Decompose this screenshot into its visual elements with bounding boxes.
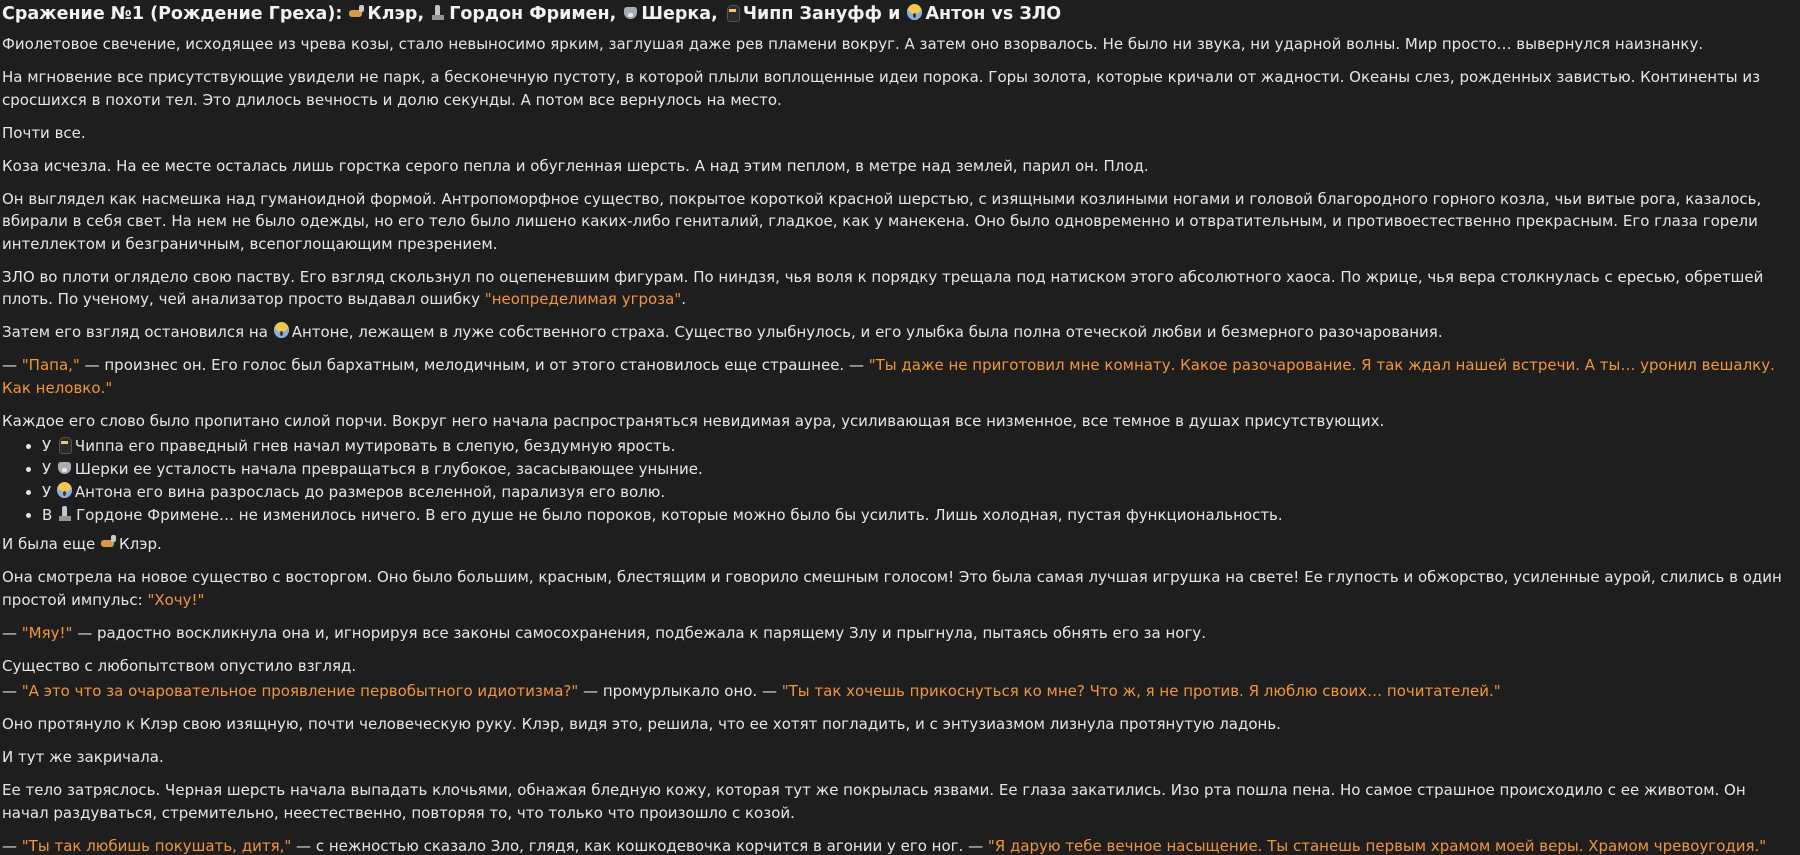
paragraph-6-end: . — [681, 290, 687, 308]
quote-worshippers: "Ты так хочешь прикоснуться ко мне? Что ж, я не против. Я люблю своих… почитателей." — [781, 682, 1501, 700]
quote-papa: "Папа," — [21, 356, 80, 374]
paragraph-2: На мгновение все присутствующие увидели не парк, а бесконечную пустоту, в которой плыли воплощенные идеи порока. Горы золота, которые кричали от жадности. Океаны слез, рожденных завистью. Континенты из сросшихся в похоти тел. Это длилось вечность и долю секунды. А потом все вернулось на место. — [2, 68, 1761, 109]
statue-icon — [430, 4, 447, 21]
quote-undefined-threat: "неопределимая угроза" — [484, 290, 682, 308]
paragraph-4: Коза исчезла. На ее месте осталась лишь горстка серого пепла и обугленная шерсть. А над этим пеплом, в метре над землей, парил он. Плод. — [2, 156, 1149, 175]
title-name-sherka: Шерка, — [641, 4, 718, 24]
quote-want: "Хочу!" — [147, 590, 205, 609]
list-item — [42, 504, 1792, 527]
screaming-face-icon — [56, 482, 73, 499]
list-item — [42, 458, 1792, 481]
paragraph-7-b: Антоне, лежащем в луже собственного страха. Существо улыбнулось, и его улыбка была полна отеческой любви и безмерного разочарования. — [291, 323, 1443, 341]
paragraph-11-text: Она смотрела на новое существо с восторгом. Оно было большим, красным, блестящим и говорило смешным голосом! Это была самая лучшая игрушка на свете! Ее глупость и обжорство, усиленные аурой, слились в один простой импульс: — [2, 568, 1782, 609]
list-item-prefix: У — [42, 483, 52, 501]
goat-icon — [100, 534, 117, 551]
paragraph-17: Ее тело затряслось. Черная шерсть начала выпадать клочьями, обнажая бледную кожу, которая тут же покрылась язвами. Ее глаза закатились. Изо рта пошла пена. Но самое страшное происходило с ее животом. Он начал раздуваться, стремительно, неестественно, повторяя то, что только что произошло с козой. — [2, 781, 1746, 822]
list-item-prefix: У — [42, 460, 52, 478]
quote-meow: "Мяу!" — [21, 623, 73, 642]
goat-icon — [348, 4, 365, 21]
paragraph-15: Оно протянуло к Клэр свою изящную, почти человеческую руку. Клэр, видя это, решила, что ее хотят погладить, и с энтузиазмом лизнула протянутую ладонь. — [2, 715, 1281, 733]
list-item-prefix: У — [42, 437, 52, 455]
screaming-face-icon — [906, 4, 923, 21]
paragraph-14 — [2, 680, 1792, 703]
paragraph-10 — [2, 533, 1792, 556]
list-item-prefix: В — [42, 506, 53, 524]
quote-gluttony: "Я дарую тебе вечное насыщение. Ты станешь первым храмом моей веры. Храмом чревоугодия." — [987, 836, 1767, 855]
paragraph-5: Он выглядел как насмешка над гуманоидной формой. Антропоморфное существо, покрытое короткой красной шерстью, с изящными козлиными ногами и головой благородного горного козла, чьи витые рога, казалось, вбирали в себя свет. На нем не было одежды, но его тело было лишено каких-либо гениталий, гладкое, как у манекена. Оно было одновременно и отвратительным, и противоестественно прекрасным. Его глаза горели интеллектом и безграничным, всепоглощающим презрением. — [2, 189, 1762, 253]
list-item-text: Шерки ее усталость начала превращаться в глубокое, засасывающее уныние. — [74, 460, 703, 478]
paragraph-8-mid: — произнес он. Его голос был бархатным, мелодичным, и от этого становилось еще страшнее. — — [84, 356, 864, 374]
screaming-face-icon — [273, 322, 290, 339]
list-item — [42, 481, 1792, 504]
paragraph-9: Каждое его слово было пропитано силой порчи. Вокруг него начала распространяться невидимая аура, усиливающая все низменное, все темное в душах присутствующих. — [2, 411, 1385, 430]
wolf-icon — [622, 4, 639, 21]
dash: — — [2, 623, 17, 642]
paragraph-18 — [2, 835, 1792, 855]
paragraph-3: Почти все. — [2, 123, 86, 142]
aura-effects-list — [2, 435, 1792, 527]
paragraph-18-mid: — с нежностью сказало Зло, глядя, как кошкодевочка корчится в агонии у его ног. — — [296, 836, 984, 855]
paragraph-7-a: Затем его взгляд остановился на — [2, 323, 268, 341]
paragraph-11 — [2, 566, 1792, 611]
title-name-gordon: Гордон Фримен, — [449, 4, 617, 24]
paragraph-10-a: И была еще — [2, 535, 96, 553]
paragraph-6 — [2, 266, 1792, 311]
statue-icon — [57, 505, 74, 522]
paragraph-1: Фиолетовое свечение, исходящее из чрева козы, стало невыносимо ярким, заглушая даже рев пламени вокруг. А затем оно взорвалось. Не было ни звука, ни ударной волны. Мир просто… вывернулся наизнанку. — [2, 35, 1704, 53]
list-item-text: Гордоне Фримене… не изменилось ничего. В его душе не было пороков, которые можно было бы усилить. Лишь холодная, пустая функциональность. — [76, 506, 1283, 524]
dash: — — [2, 356, 17, 374]
quote-room: "Ты даже не приготовил мне комнату. Какое разочарование. Я так ждал нашей встречи. А ты… уронил вешалку. Как неловко." — [2, 356, 1775, 397]
paragraph-8 — [2, 354, 1792, 399]
paragraph-12-text: — радостно воскликнула она и, игнорируя все законы самосохранения, подбежала к парящему Злу и прыгнула, пытаясь обнять его за ногу. — [77, 623, 1207, 642]
paragraph-14-mid: — промурлыкало оно. — — [583, 682, 777, 700]
quote-eat-child: "Ты так любишь покушать, дитя," — [21, 836, 292, 855]
list-item — [42, 435, 1792, 458]
wolf-icon — [56, 459, 73, 476]
title-name-chipp: Чипп Зануфф и — [742, 4, 901, 24]
paragraph-10-b: Клэр. — [119, 535, 162, 553]
title-name-claire: Клэр, — [367, 4, 425, 24]
paragraph-16: И тут же закричала. — [2, 748, 164, 766]
paragraph-13: Существо с любопытством опустило взгляд. — [2, 656, 357, 675]
page-title — [2, 0, 1792, 27]
list-item-text: Чиппа его праведный гнев начал мутировать в слепую, бездумную ярость. — [74, 437, 676, 455]
paragraph-6-text: ЗЛО во плоти оглядело свою паству. Его взгляд скользнул по оцепеневшим фигурам. По ниндзя, чья воля к порядку трещала под натиском этого абсолютного хаоса. По жрице, чья вера столкнулась с ересью, обретшей плоть. По ученому, чей анализатор просто выдавал ошибку — [2, 267, 1764, 308]
list-item-text: Антона его вина разрослась до размеров вселенной, парализуя его волю. — [74, 483, 666, 501]
quote-idiocy: "А это что за очаровательное проявление первобытного идиотизма?" — [21, 682, 579, 700]
title-name-anton: Антон vs ЗЛО — [925, 4, 1062, 24]
dash: — — [2, 682, 17, 700]
paragraph-12 — [2, 622, 1792, 645]
ninja-icon — [724, 4, 741, 21]
paragraph-7 — [2, 321, 1792, 344]
dash: — — [2, 836, 17, 855]
ninja-icon — [56, 436, 73, 453]
title-prefix: Сражение №1 (Рождение Греха): — [2, 4, 343, 24]
